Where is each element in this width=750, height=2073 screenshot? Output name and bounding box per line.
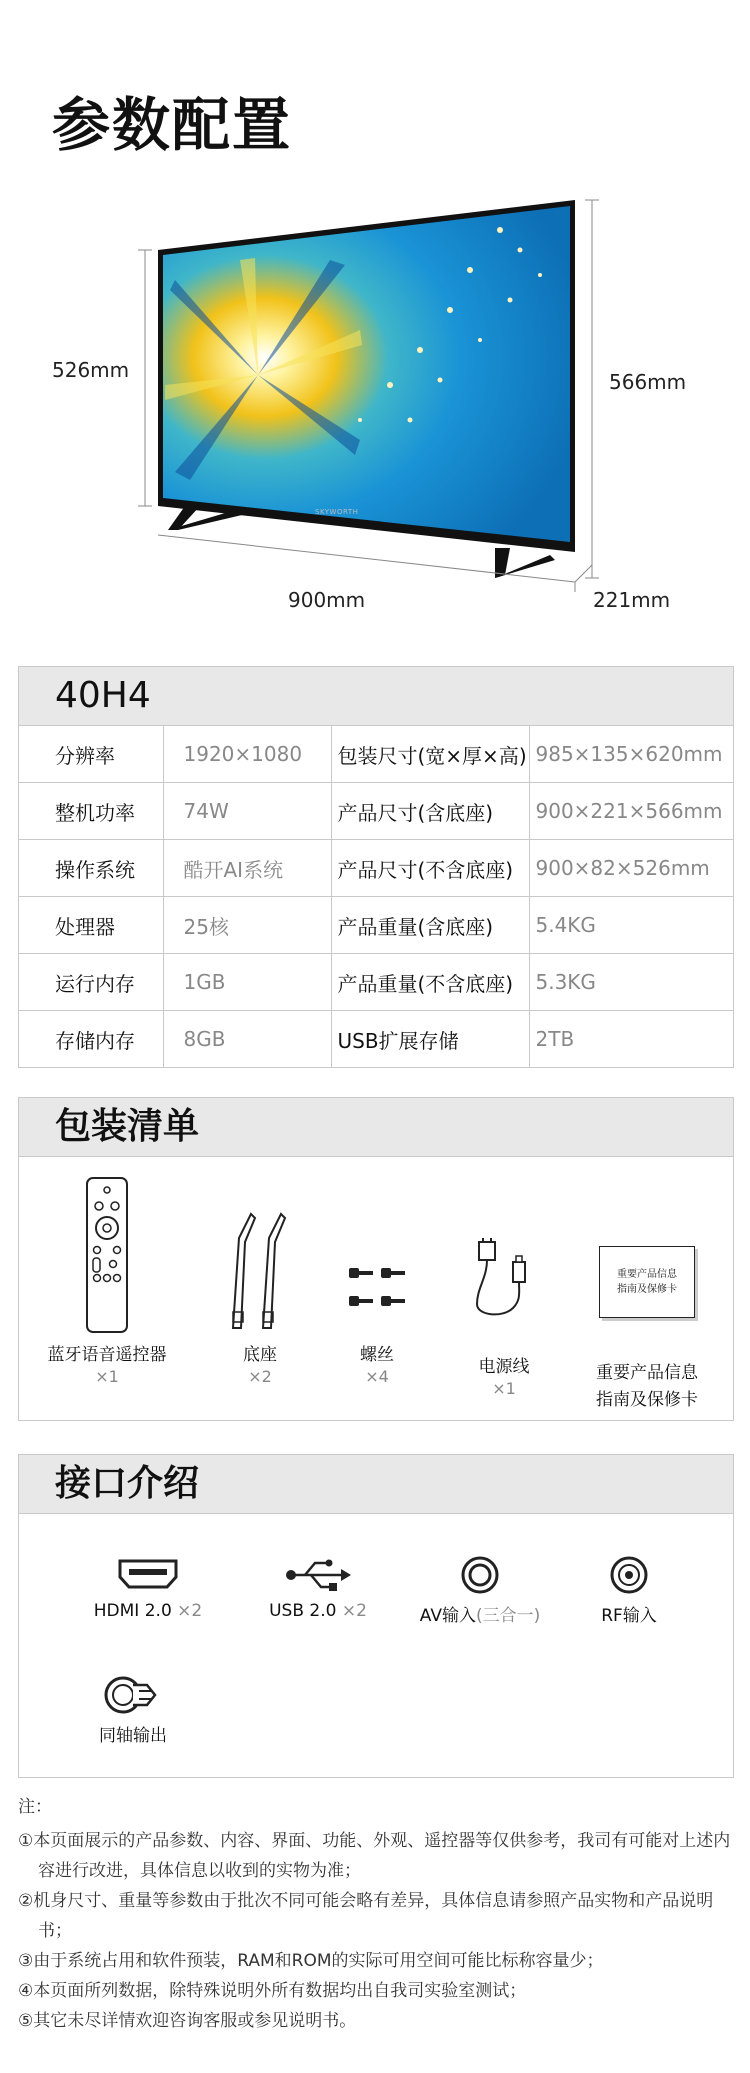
depth-label: 221mm [593,588,671,612]
port-item-hdmi [73,1555,223,1621]
spec-value: 2TB [535,1027,575,1051]
table-row [19,726,733,783]
spec-table [18,666,734,1068]
table-row [19,954,733,1011]
package-item-warranty [577,1246,717,1410]
port-qty: ×2 [341,1601,367,1621]
note-line: ①本页面展示的产品参数、内容、界面、功能、外观、遥控器等仅供参考，我司有可能对上述内容进行改进，具体信息以收到的实物为准； [18,1831,731,1881]
notes-title: 注： [18,1797,52,1817]
spec-value: 5.4KG [529,897,733,954]
item-name: RF输入 [601,1606,657,1626]
package-title: 包装清单 [55,1106,200,1147]
spec-label: 运行内存 [19,954,163,1011]
item-name: 螺丝 [360,1345,394,1365]
port-item-usb [243,1555,393,1621]
av-port-icon [460,1555,500,1595]
note-line: ②机身尺寸、重量等参数由于批次不同可能会略有差异，具体信息请参照产品实物和产品说明书； [18,1891,714,1941]
spec-label: 产品尺寸(不含底座) [331,840,529,897]
page-title: 参数配置 [52,91,293,159]
note-line: ③由于系统占用和软件预装，RAM和ROM的实际可用空间可能比标称容量少； [18,1951,604,1971]
table-row [19,897,733,954]
spec-value: 74W [163,783,331,840]
port-name: USB 2.0 [269,1601,337,1621]
package-item-screws [327,1260,427,1386]
hdmi-port-icon [117,1555,179,1595]
spec-header [19,667,733,726]
screws-icon [347,1260,407,1320]
item-name: 底座 [243,1345,277,1365]
spec-label: 分辨率 [19,726,163,783]
item-name: 重要产品信息 [596,1363,698,1383]
usb-icon [283,1555,353,1595]
note-line: ⑤其它未尽详情欢迎咨询客服或参见说明书。 [18,2011,357,2031]
spec-value: 1920×1080 [163,726,331,783]
package-item-power-cord [449,1238,559,1398]
card-text-line-1: 重要产品信息 [617,1269,677,1280]
spec-value: 酷开AI系统 [163,840,331,897]
ports-title: 接口介绍 [55,1463,200,1504]
port-item-av [405,1555,555,1626]
coaxial-output-icon [103,1675,163,1715]
spec-label: 产品重量(不含底座) [331,954,529,1011]
port-qty: (三合一) [475,1606,541,1626]
spec-label: 处理器 [19,897,163,954]
item-qty: ×2 [248,1367,272,1386]
item-name: 电源线 [478,1357,530,1377]
item-name: 同轴输出 [99,1726,167,1746]
note-line: ④本页面所列数据，除特殊说明外所有数据均出自我司实验室测试； [18,1981,527,2001]
port-item-rf [579,1555,679,1626]
table-row [19,1011,733,1068]
port-name: AV输入 [419,1606,476,1626]
warranty-card-icon [599,1246,695,1318]
port-item-coaxial [83,1675,183,1746]
table-row [19,783,733,840]
spec-grid [19,726,733,1067]
package-item-stand [205,1208,315,1386]
notes [18,1792,732,2036]
spec-label: 操作系统 [19,840,163,897]
spec-value: 8GB [163,1011,331,1068]
height-no-stand-label: 526mm [52,358,130,382]
model-name: 40H4 [55,675,151,716]
package-section [18,1097,734,1421]
spec-value: 25核 [163,897,331,954]
item-name [405,1601,555,1626]
spec-label: 产品尺寸(含底座) [331,783,529,840]
spec-value: 900×221×566mm [529,783,733,840]
item-qty: ×1 [95,1367,119,1386]
card-text-line-2: 指南及保修卡 [617,1284,677,1295]
height-with-stand-label: 566mm [609,370,687,394]
spec-value: 5.3KG [529,954,733,1011]
tv-drawing [0,180,750,620]
tv-illustration [0,180,750,620]
ports-header [19,1455,733,1514]
spec-label: 包装尺寸(宽×厚×高) [331,726,529,783]
item-qty: ×1 [492,1379,516,1398]
spec-value: 985×135×620mm [529,726,733,783]
spec-value: 1GB [163,954,331,1011]
spec-label: 整机功率 [19,783,163,840]
port-qty: ×2 [177,1601,203,1621]
item-name: 蓝牙语音遥控器 [47,1345,167,1365]
spec-label: USB扩展存储 [331,1011,529,1068]
item-qty: ×4 [365,1367,389,1386]
item-name [73,1601,223,1621]
item-name-line-2: 指南及保修卡 [596,1390,698,1410]
spec-label: 产品重量(含底座) [331,897,529,954]
tv-brand-label: SKYWORTH [315,508,359,516]
table-row [19,840,733,897]
rf-port-icon [609,1555,649,1595]
spec-value: 900×82×526mm [529,840,733,897]
power-cord-icon [469,1238,539,1322]
port-name: HDMI 2.0 [93,1601,172,1621]
remote-control-icon [85,1176,129,1334]
stand-legs-icon [225,1208,295,1334]
package-header [19,1098,733,1157]
item-name [243,1601,393,1621]
width-label: 900mm [288,588,366,612]
ports-section [18,1454,734,1778]
package-item-remote [39,1176,175,1386]
spec-label: 存储内存 [19,1011,163,1068]
